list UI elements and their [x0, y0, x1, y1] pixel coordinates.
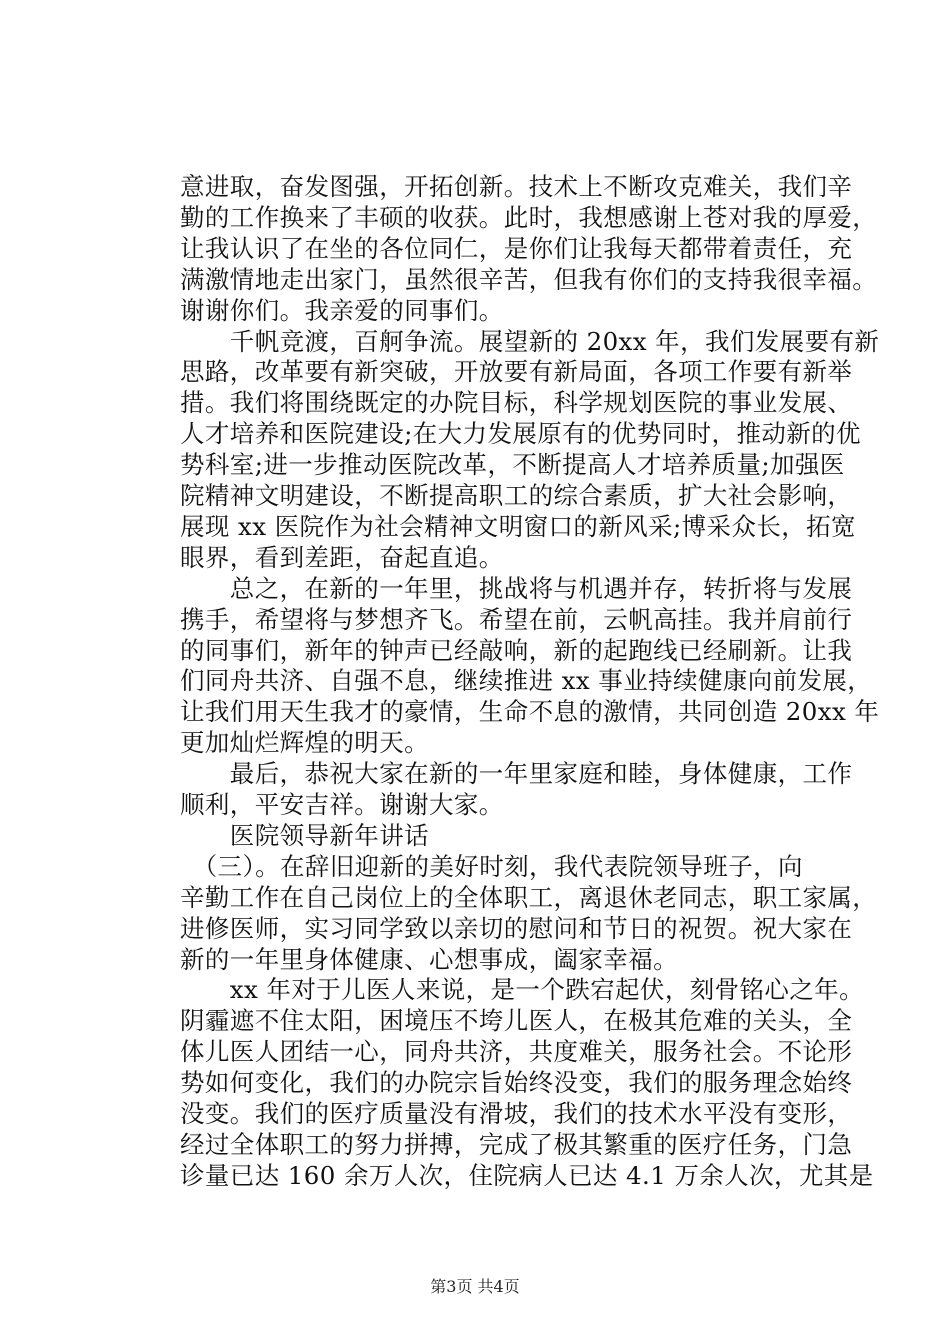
text-line: 进修医师，实习同学致以亲切的慰问和节日的祝贺。祝大家在 — [180, 913, 853, 943]
text-line: 更加灿烂辉煌的明天。 — [180, 728, 429, 758]
text-line: 思路，改革要有新突破，开放要有新局面，各项工作要有新举 — [180, 357, 853, 387]
text-line: 眼界，看到差距，奋起直追。 — [180, 542, 504, 572]
text-line: 千帆竞渡，百舸争流。展望新的 20xx 年，我们发展要有新 — [180, 326, 880, 356]
text-line: 总之，在新的一年里，挑战将与机遇并存，转折将与发展 — [180, 573, 853, 603]
text-line: 们同舟共济、自强不息，继续推进 xx 事业持续健康向前发展， — [180, 666, 873, 696]
text-line: xx 年对于儿医人来说，是一个跌宕起伏，刻骨铭心之年。 — [180, 975, 865, 1005]
text-line: 谢谢你们。我亲爱的同事们。 — [180, 295, 504, 325]
text-line: 没变。我们的医疗质量没有滑坡，我们的技术水平没有变形， — [180, 1099, 853, 1128]
text-line: 措。我们将围绕既定的办院目标，科学规划医院的事业发展、 — [180, 388, 853, 418]
text-line: 勤的工作换来了丰硕的收获。此时，我想感谢上苍对我的厚爱， — [180, 202, 878, 232]
text-line: 顺利，平安吉祥。谢谢大家。 — [180, 790, 504, 819]
text-line: 院精神文明建设，不断提高职工的综合素质，扩大社会影响， — [180, 481, 853, 510]
text-line: （三）。在辞旧迎新的美好时刻，我代表院领导班子，向 — [180, 851, 803, 881]
text-line: 意进取，奋发图强，开拓创新。技术上不断攻克难关，我们辛 — [180, 172, 853, 201]
section-heading: 医院领导新年讲话 — [180, 820, 429, 850]
text-line: 最后，恭祝大家在新的一年里家庭和睦，身体健康，工作 — [180, 759, 853, 789]
text-line: 辛勤工作在自己岗位上的全体职工，离退休老同志，职工家属， — [180, 882, 878, 912]
text-line: 体儿医人团结一心，同舟共济，共度难关，服务社会。不论形 — [180, 1037, 853, 1067]
text-line: 展现 xx 医院作为社会精神文明窗口的新风采;博采众长，拓宽 — [180, 511, 856, 541]
text-line: 让我们用天生我才的豪情，生命不息的激情，共同创造 20xx 年 — [180, 697, 880, 727]
text-line: 人才培养和医院建设;在大力发展原有的优势同时，推动新的优 — [180, 419, 861, 449]
text-line: 势科室;进一步推动医院改革，不断提高人才培养质量;加强医 — [180, 450, 845, 480]
text-line: 的同事们，新年的钟声已经敲响，新的起跑线已经刷新。让我 — [180, 635, 853, 665]
text-line: 让我认识了在坐的各位同仁，是你们让我每天都带着责任，充 — [180, 233, 853, 263]
text-line: 诊量已达 160 余万人次，住院病人已达 4.1 万余人次，尤其是 — [180, 1160, 874, 1190]
text-line: 势如何变化，我们的办院宗旨始终没变，我们的服务理念始终 — [180, 1068, 853, 1098]
text-line: 满激情地走出家门，虽然很辛苦，但我有你们的支持我很幸福。 — [180, 264, 878, 294]
text-line: 阴霾遮不住太阳，困境压不垮儿医人，在极其危难的关头，全 — [180, 1006, 853, 1036]
text-line: 经过全体职工的努力拼搏，完成了极其繁重的医疗任务，门急 — [180, 1129, 853, 1159]
page-footer: 第3页 共4页 — [430, 1277, 520, 1296]
text-line: 新的一年里身体健康、心想事成，阖家幸福。 — [180, 944, 678, 974]
text-line: 携手，希望将与梦想齐飞。希望在前，云帆高挂。我并肩前行 — [180, 604, 853, 634]
